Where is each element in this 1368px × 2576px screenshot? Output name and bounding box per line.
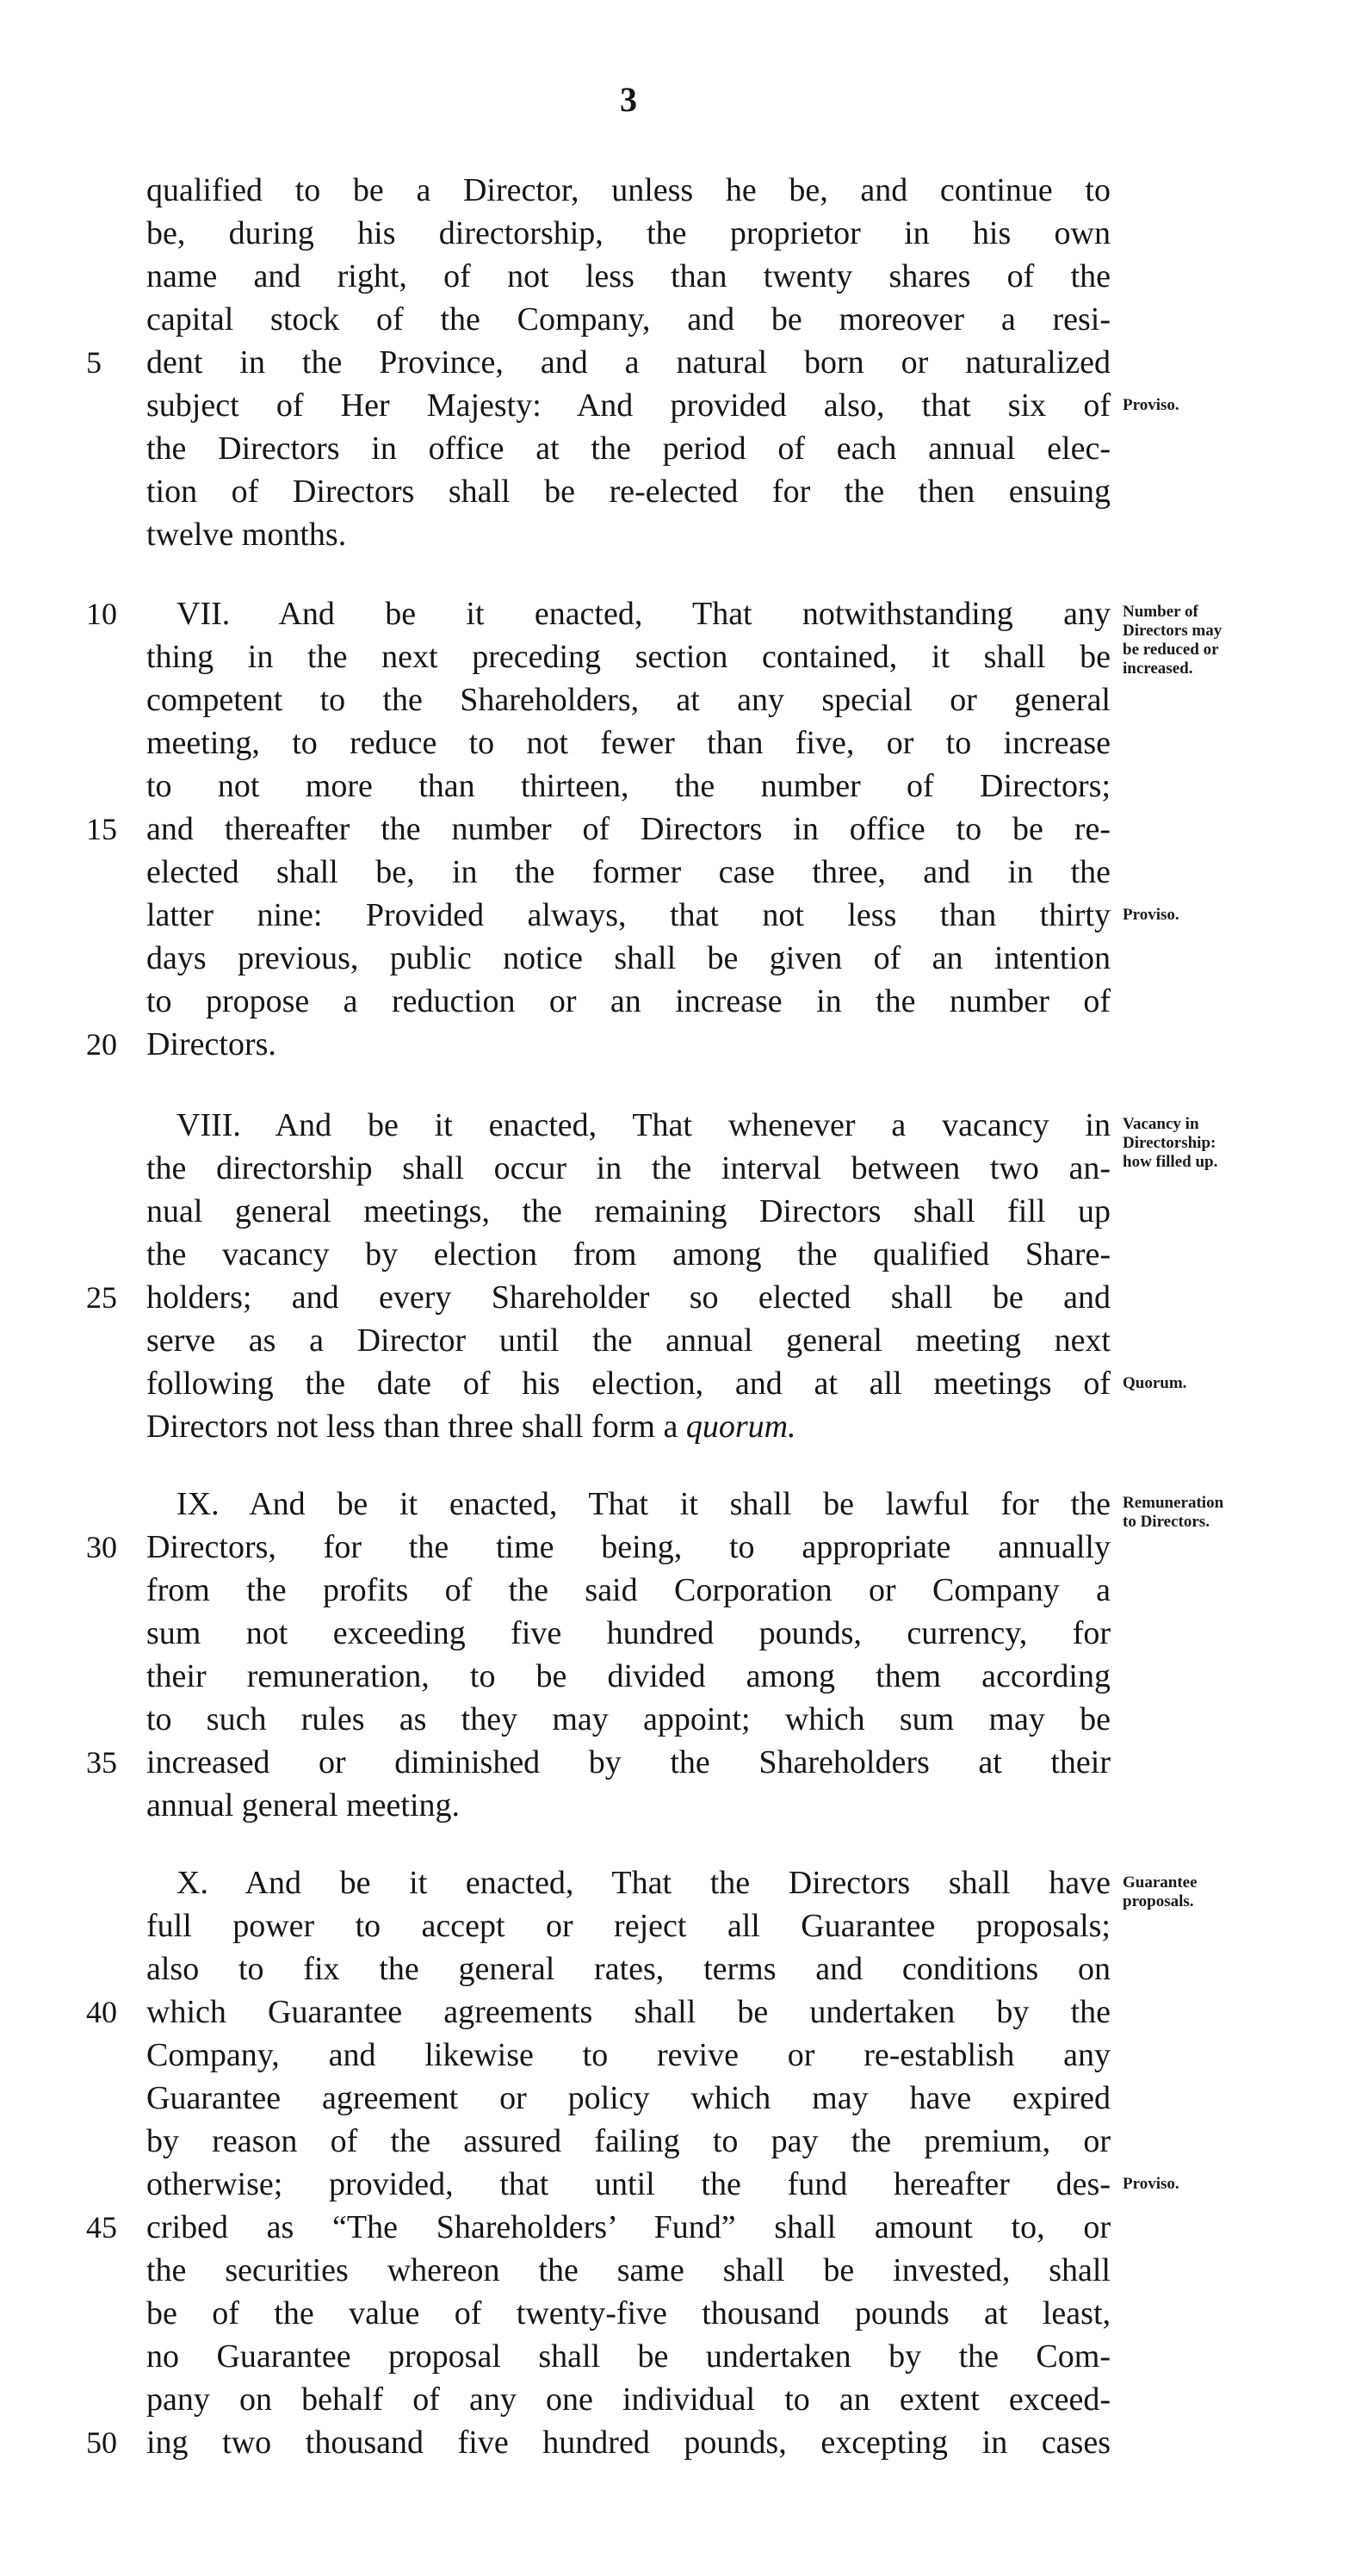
line-number: 30: [86, 1530, 117, 1564]
line-number: 45: [86, 2210, 117, 2245]
text-line: [146, 1405, 1111, 1448]
line-number: 10: [86, 597, 117, 631]
text-line: be, during his directorship, the proprietor in his own: [146, 215, 1111, 251]
text-line: meeting, to reduce to not fewer than five, or to increase: [146, 725, 1111, 761]
text-line: annual general meeting.: [146, 1787, 461, 1824]
text-line: Guarantee agreement or policy which may have expired: [146, 2080, 1111, 2116]
text-line: Company, and likewise to revive or re-establish any: [146, 2037, 1111, 2073]
text-line: days previous, public notice shall be given of an intention: [146, 940, 1111, 976]
margin-note-vacancy: Vacancy in Directorship: how filled up.: [1123, 1115, 1218, 1171]
margin-note-proviso: Proviso.: [1123, 396, 1179, 414]
text-line: latter nine: Provided always, that not less than thirty: [146, 897, 1111, 933]
line-number: 15: [86, 812, 117, 846]
line-number: 40: [86, 1995, 117, 2029]
text-line: cribed as “The Shareholders’ Fund” shall amount to, or: [146, 2209, 1111, 2245]
line-number: 5: [86, 345, 102, 380]
text-line: to such rules as they may appoint; which sum may be: [146, 1701, 1111, 1737]
section-x-heading-line: X. And be it enacted, That the Directors shall have: [176, 1865, 1111, 1901]
text-line: increased or diminished by the Shareholders at their: [146, 1744, 1111, 1780]
margin-note-number-of-directors: Number of Directors may be reduced or increased.: [1123, 603, 1223, 678]
text-line: qualified to be a Director, unless he be, and continue to: [146, 172, 1111, 208]
text-line: the Directors in office at the period of each annual elec-: [146, 430, 1111, 467]
text-line: ing two thousand five hundred pounds, excepting in cases: [146, 2424, 1111, 2461]
text-line: the vacancy by election from among the qualified Share-: [146, 1236, 1111, 1273]
text-line: Directors.: [146, 1026, 276, 1062]
quorum-word: quorum.: [685, 1409, 796, 1445]
text-line: holders; and every Shareholder so elected shall be and: [146, 1279, 1111, 1316]
text-line: serve as a Director until the annual general meeting next: [146, 1322, 1111, 1359]
margin-note-quorum: Quorum.: [1123, 1374, 1187, 1392]
margin-note-remuneration: Remuneration to Directors.: [1123, 1494, 1224, 1531]
text-line: by reason of the assured failing to pay the premium, or: [146, 2123, 1111, 2159]
margin-note-proviso: Proviso.: [1123, 2175, 1179, 2193]
line-number: 20: [86, 1027, 117, 1062]
line-number: 25: [86, 1280, 117, 1315]
text-line: no Guarantee proposal shall be undertaken by the Com-: [146, 2338, 1111, 2375]
text-line: sum not exceeding five hundred pounds, currency, for: [146, 1615, 1111, 1651]
text-line: be of the value of twenty-five thousand pounds at least,: [146, 2295, 1111, 2331]
text-line: to propose a reduction or an increase in the number of: [146, 983, 1111, 1019]
text-span: Directors not less than three shall form a: [146, 1409, 686, 1445]
text-line: the directorship shall occur in the interval between two an-: [146, 1150, 1111, 1186]
text-line: subject of Her Majesty: And provided also, that six of: [146, 387, 1111, 424]
text-line: tion of Directors shall be re-elected for the then ensuing: [146, 474, 1111, 510]
line-number: 35: [86, 1745, 117, 1780]
text-line: capital stock of the Company, and be moreover a resi-: [146, 301, 1111, 337]
text-line: name and right, of not less than twenty shares of the: [146, 258, 1111, 294]
text-line: elected shall be, in the former case three, and in the: [146, 854, 1111, 890]
margin-note-proviso: Proviso.: [1123, 906, 1179, 924]
section-ix-heading-line: IX. And be it enacted, That it shall be lawful for the: [176, 1486, 1111, 1522]
text-line: otherwise; provided, that until the fund hereafter des-: [146, 2166, 1111, 2202]
section-viii-heading-line: VIII. And be it enacted, That whenever a vacancy in: [176, 1107, 1111, 1143]
text-line: also to fix the general rates, terms and conditions on: [146, 1951, 1111, 1987]
text-line: their remuneration, to be divided among them according: [146, 1658, 1111, 1694]
text-line: Directors, for the time being, to appropriate annually: [146, 1529, 1111, 1565]
text-line: which Guarantee agreements shall be undertaken by the: [146, 1994, 1111, 2030]
text-line: thing in the next preceding section contained, it shall be: [146, 639, 1111, 675]
text-line: full power to accept or reject all Guarantee proposals;: [146, 1908, 1111, 1944]
text-line: competent to the Shareholders, at any special or general: [146, 682, 1111, 718]
text-line: the securities whereon the same shall be invested, shall: [146, 2252, 1111, 2288]
line-number: 50: [86, 2425, 117, 2460]
text-line: pany on behalf of any one individual to an extent exceed-: [146, 2381, 1111, 2418]
text-line: following the date of his election, and at all meetings of: [146, 1365, 1111, 1402]
section-vii-heading-line: VII. And be it enacted, That notwithstanding any: [176, 596, 1111, 632]
margin-note-guarantee-proposals: Guarantee proposals.: [1123, 1873, 1198, 1910]
text-line: dent in the Province, and a natural born or naturalized: [146, 344, 1111, 381]
text-line: to not more than thirteen, the number of Directors;: [146, 768, 1111, 804]
text-line: twelve months.: [146, 517, 347, 553]
text-line: from the profits of the said Corporation or Company a: [146, 1572, 1111, 1608]
text-line: and thereafter the number of Directors in office to be re-: [146, 811, 1111, 847]
page-number: 3: [620, 80, 637, 119]
text-line: nual general meetings, the remaining Directors shall fill up: [146, 1193, 1111, 1229]
